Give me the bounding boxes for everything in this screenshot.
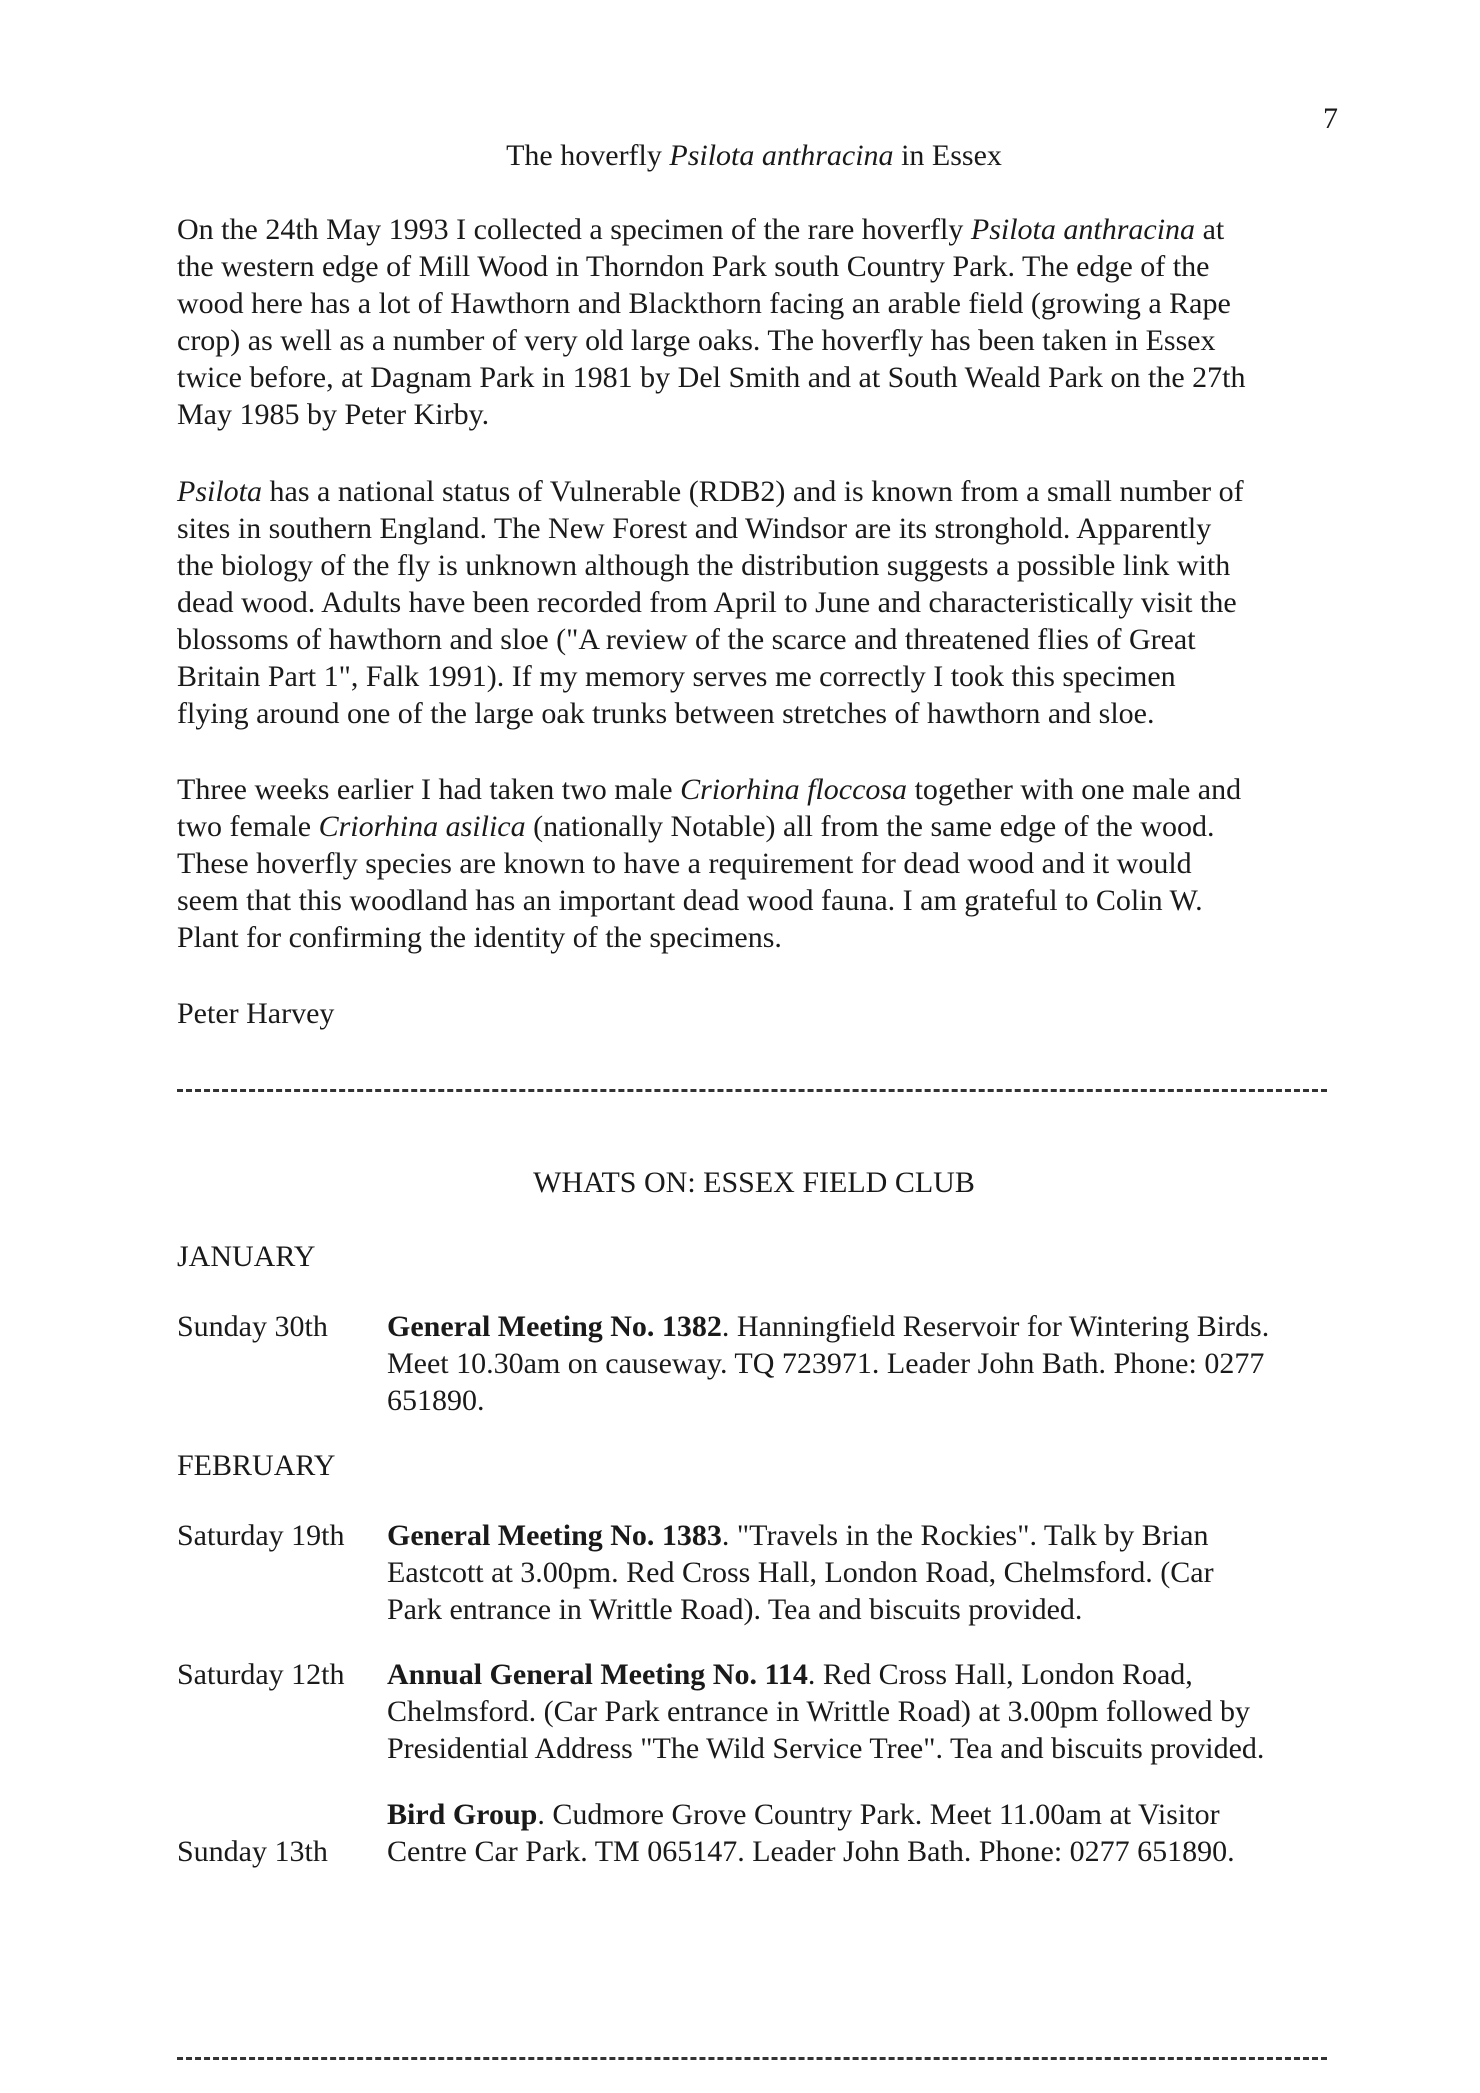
event-date: Saturday 12th <box>177 1658 345 1691</box>
line-text: On the 24th May 1993 I collected a specimen of the rare hoverfly <box>177 213 971 246</box>
event-title: Annual General Meeting No. 114 <box>387 1658 808 1691</box>
text-line <box>177 771 1337 808</box>
event-title: Bird Group <box>387 1798 538 1831</box>
line-text: two female <box>177 810 319 843</box>
event-date: Saturday 19th <box>177 1519 345 1552</box>
text-line: crop) as well as a number of very old large oaks. The hoverfly has been taken in Essex <box>177 324 1216 357</box>
species-name: Criorhina floccosa <box>680 773 908 806</box>
text-line: Plant for confirming the identity of the specimens. <box>177 921 782 954</box>
line-text: . Red Cross Hall, London Road, <box>807 1658 1193 1691</box>
event-title: General Meeting No. 1383 <box>387 1519 722 1552</box>
line-text: (nationally Notable) all from the same edge of the wood. <box>525 810 1215 843</box>
text-line: sites in southern England. The New Forest and Windsor are its stronghold. Apparently <box>177 512 1212 545</box>
line-text: . "Travels in the Rockies". Talk by Brian <box>721 1519 1209 1552</box>
event-description <box>387 1796 1347 1870</box>
text-line: flying around one of the large oak trunks between stretches of hawthorn and sloe. <box>177 697 1155 730</box>
text-line: the biology of the fly is unknown although the distribution suggests a possible link with <box>177 549 1231 582</box>
line-text: together with one male and <box>907 773 1242 806</box>
dashed-divider <box>177 1089 1327 1092</box>
event-description <box>387 1656 1347 1767</box>
text-line: Presidential Address "The Wild Service Tree". Tea and biscuits provided. <box>387 1732 1265 1765</box>
title-prefix: The hoverfly <box>506 139 670 172</box>
text-line: seem that this woodland has an important dead wood fauna. I am grateful to Colin W. <box>177 884 1203 917</box>
text-line: 651890. <box>387 1384 485 1417</box>
line-text: at <box>1195 213 1225 246</box>
paragraph-2 <box>177 473 1337 732</box>
month-heading-january: JANUARY <box>177 1240 316 1273</box>
text-line: the western edge of Mill Wood in Thorndon Park south Country Park. The edge of the <box>177 250 1210 283</box>
page-number: 7 <box>1323 102 1338 135</box>
text-line: wood here has a lot of Hawthorn and Blackthorn facing an arable field (growing a Rape <box>177 287 1231 320</box>
text-line <box>177 473 1337 510</box>
text-line: Centre Car Park. TM 065147. Leader John Bath. Phone: 0277 651890. <box>387 1835 1235 1868</box>
text-line: twice before, at Dagnam Park in 1981 by Del Smith and at South Weald Park on the 27th <box>177 361 1246 394</box>
text-line <box>387 1796 1347 1833</box>
text-line: dead wood. Adults have been recorded from April to June and characteristically visit the <box>177 586 1237 619</box>
event-date: Sunday 13th <box>177 1835 328 1868</box>
text-line: These hoverfly species are known to have a requirement for dead wood and it would <box>177 847 1192 880</box>
text-line <box>177 808 1337 845</box>
text-line <box>177 211 1337 248</box>
text-line: Park entrance in Writtle Road). Tea and biscuits provided. <box>387 1593 1083 1626</box>
line-text: has a national status of Vulnerable (RDB2) and is known from a small number of <box>262 475 1244 508</box>
text-line <box>387 1517 1347 1554</box>
event-description <box>387 1517 1347 1628</box>
text-line: blossoms of hawthorn and sloe ("A review of the scarce and threatened flies of Great <box>177 623 1196 656</box>
paragraph-1 <box>177 211 1337 433</box>
text-line <box>387 1656 1347 1693</box>
paragraph-3 <box>177 771 1337 956</box>
text-line: Meet 10.30am on causeway. TQ 723971. Leader John Bath. Phone: 0277 <box>387 1347 1265 1380</box>
title-species: Psilota anthracina <box>669 139 894 172</box>
whats-on-heading: WHATS ON: ESSEX FIELD CLUB <box>533 1166 975 1199</box>
dashed-divider <box>177 2057 1327 2060</box>
line-text: . Hanningfield Reservoir for Wintering Birds. <box>721 1310 1270 1343</box>
species-name: Psilota <box>177 475 263 508</box>
article-title <box>0 137 1480 174</box>
title-suffix: in Essex <box>893 139 1002 172</box>
species-name: Psilota anthracina <box>970 213 1196 246</box>
line-text: . Cudmore Grove Country Park. Meet 11.00am at Visitor <box>537 1798 1220 1831</box>
author-signature: Peter Harvey <box>177 997 335 1030</box>
event-description <box>387 1308 1347 1419</box>
line-text: Three weeks earlier I had taken two male <box>177 773 681 806</box>
text-line: Eastcott at 3.00pm. Red Cross Hall, London Road, Chelmsford. (Car <box>387 1556 1214 1589</box>
event-title: General Meeting No. 1382 <box>387 1310 722 1343</box>
text-line <box>387 1308 1347 1345</box>
event-date: Sunday 30th <box>177 1310 328 1343</box>
text-line: May 1985 by Peter Kirby. <box>177 398 490 431</box>
species-name: Criorhina asilica <box>318 810 526 843</box>
month-heading-february: FEBRUARY <box>177 1449 336 1482</box>
text-line: Chelmsford. (Car Park entrance in Writtle Road) at 3.00pm followed by <box>387 1695 1251 1728</box>
text-line: Britain Part 1", Falk 1991). If my memory serves me correctly I took this specimen <box>177 660 1176 693</box>
